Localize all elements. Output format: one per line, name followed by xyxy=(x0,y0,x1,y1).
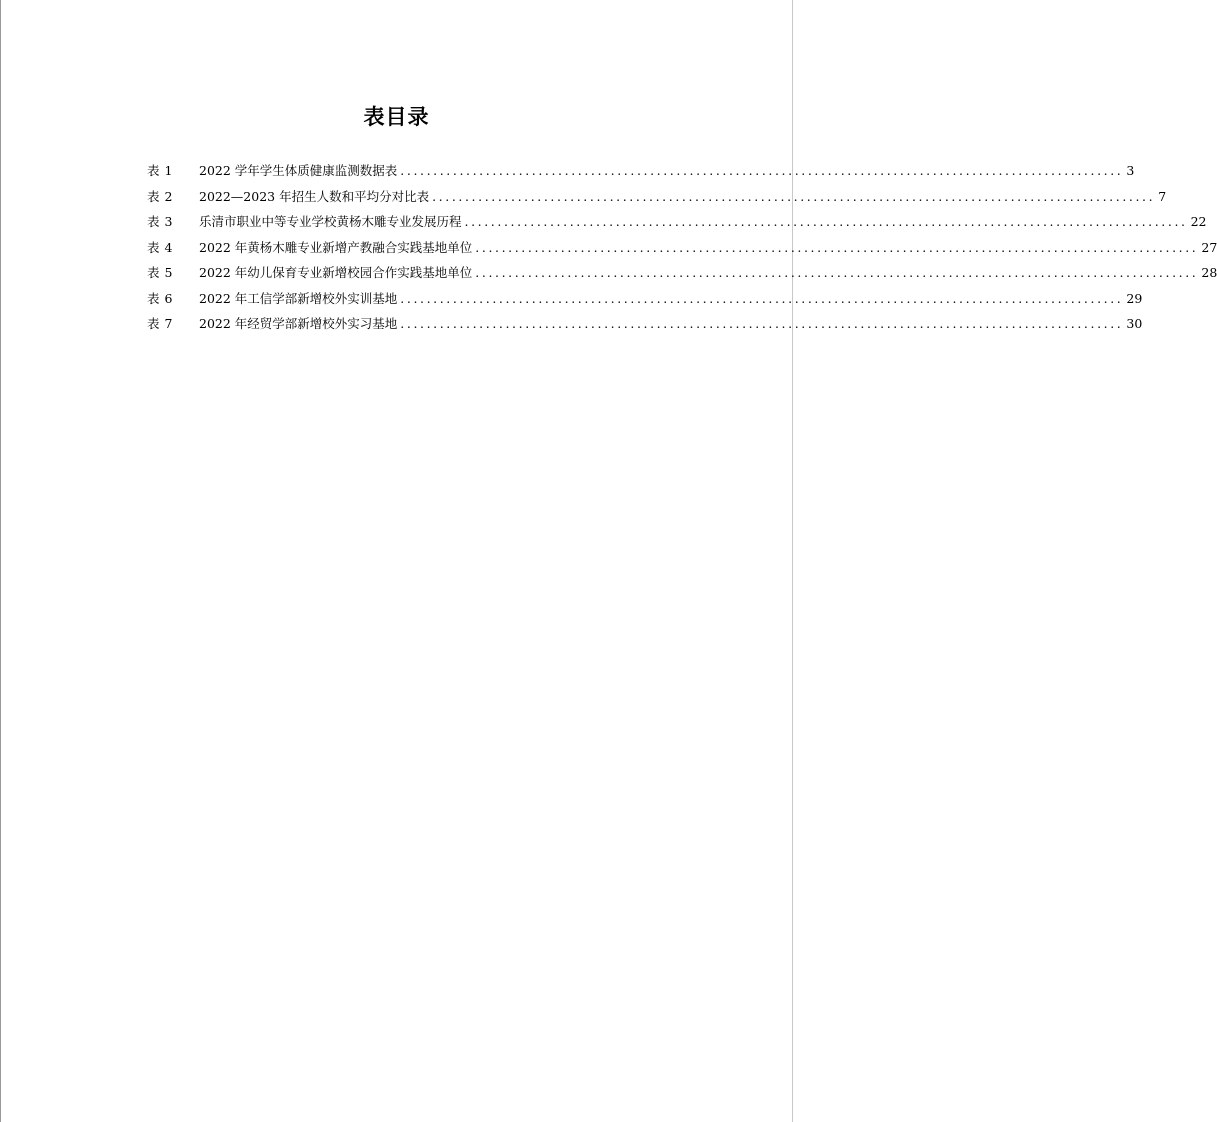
toc-entry[interactable] xyxy=(147,235,1217,261)
toc-entry-label: 表 3 xyxy=(147,214,173,229)
toc-entry-label: 表 5 xyxy=(147,265,173,280)
toc-dot-leader: .............................................................................................................. xyxy=(400,316,1124,331)
toc-entry[interactable] xyxy=(147,260,1217,286)
toc-entry-page: 29 xyxy=(1126,290,1143,306)
toc-entry[interactable] xyxy=(147,184,1167,210)
toc-entry[interactable] xyxy=(147,311,1143,337)
toc-entry[interactable] xyxy=(147,286,1143,312)
toc-entry-page: 28 xyxy=(1201,265,1217,280)
page-title: 表目录 xyxy=(363,105,430,129)
table-of-tables xyxy=(147,158,1217,337)
toc-entry-name: 2022 年经贸学部新增校外实习基地 xyxy=(199,316,398,331)
page-edge-left xyxy=(0,0,1,1122)
toc-entry-name: 2022—2023 年招生人数和平均分对比表 xyxy=(199,188,430,204)
toc-entry-name: 2022 学年学生体质健康监测数据表 xyxy=(199,163,398,178)
toc-entry-page: 7 xyxy=(1158,188,1167,204)
toc-dot-leader: .............................................................................................................. xyxy=(400,290,1124,306)
toc-entry-page: 27 xyxy=(1201,239,1217,255)
toc-entry-name: 2022 年幼儿保育专业新增校园合作实践基地单位 xyxy=(199,265,473,280)
toc-entry-label: 表 7 xyxy=(147,316,173,331)
toc-entry-name: 2022 年黄杨木雕专业新增产教融合实践基地单位 xyxy=(199,239,473,255)
toc-dot-leader: .............................................................................................................. xyxy=(475,265,1199,280)
toc-entry-name: 乐清市职业中等专业学校黄杨木雕专业发展历程 xyxy=(199,214,462,229)
toc-entry-page: 30 xyxy=(1126,316,1143,331)
toc-entry[interactable] xyxy=(147,209,1207,235)
toc-entry-name: 2022 年工信学部新增校外实训基地 xyxy=(199,290,398,306)
toc-entry-label: 表 2 xyxy=(147,188,173,204)
toc-entry-label: 表 4 xyxy=(147,239,173,255)
toc-entry-page: 3 xyxy=(1126,163,1135,178)
toc-entry-label: 表 6 xyxy=(147,290,173,306)
toc-dot-leader: .............................................................................................................. xyxy=(432,188,1156,204)
toc-dot-leader: .............................................................................................................. xyxy=(400,163,1124,178)
toc-dot-leader: .............................................................................................................. xyxy=(475,239,1199,255)
toc-dot-leader: .............................................................................................................. xyxy=(464,214,1188,229)
toc-entry-label: 表 1 xyxy=(147,163,173,178)
toc-entry[interactable] xyxy=(147,158,1135,184)
toc-entry-page: 22 xyxy=(1190,214,1207,229)
